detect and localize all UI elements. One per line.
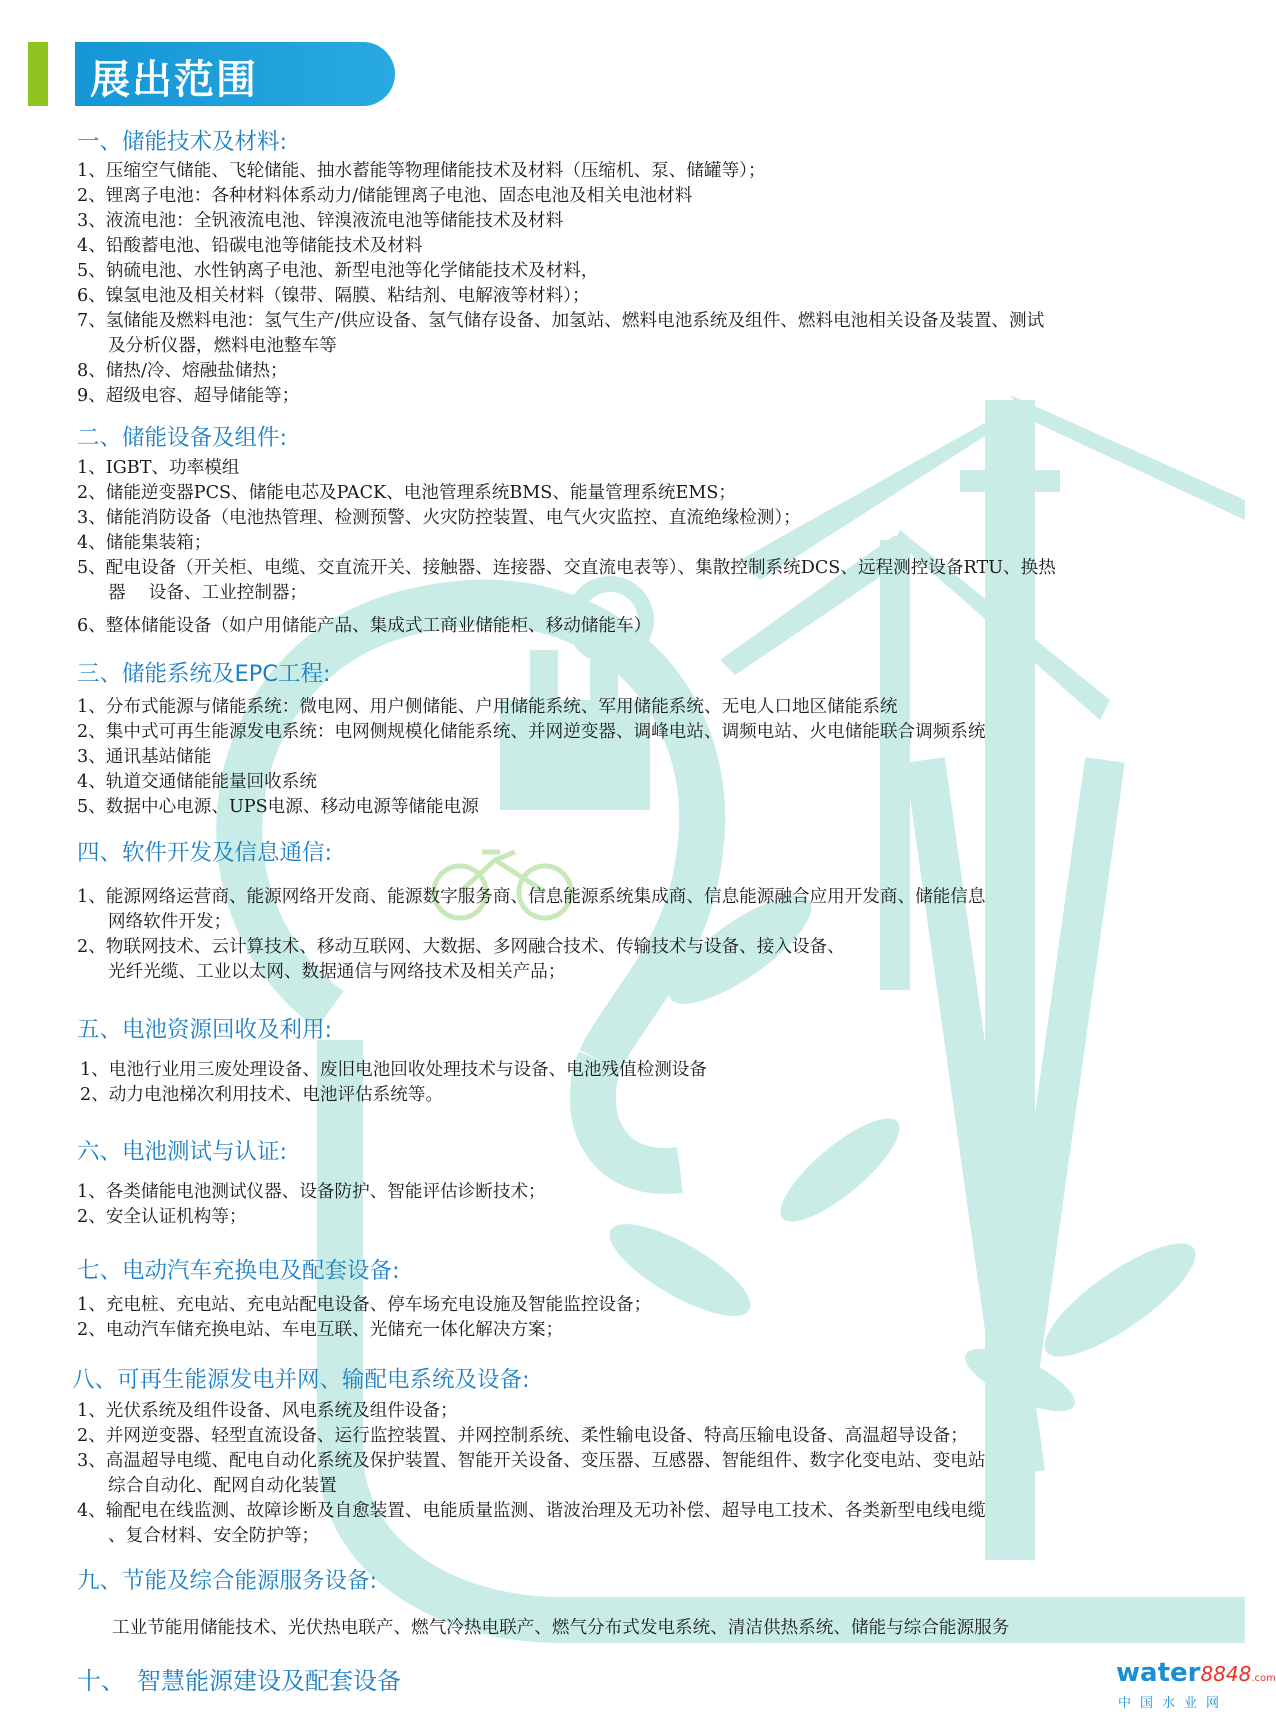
list-item-continuation: 综合自动化、配网自动化装置 xyxy=(108,1476,337,1496)
page-title: 展出范围 xyxy=(90,57,258,103)
list-item: 2、储能逆变器PCS、储能电芯及PACK、电池管理系统BMS、能量管理系统EMS； xyxy=(77,483,737,503)
list-item: 2、电动汽车储充换电站、车电互联、光储充一体化解决方案； xyxy=(77,1320,564,1340)
list-item: 4、储能集装箱； xyxy=(77,533,212,553)
list-item-continuation: 器 设备、工业控制器； xyxy=(108,583,308,603)
list-item: 6、整体储能设备（如户用储能产品、集成式工商业储能柜、移动储能车） xyxy=(77,616,652,636)
list-item: 3、通讯基站储能 xyxy=(77,747,212,767)
section-title: 五、电池资源回收及利用: xyxy=(77,1017,333,1043)
list-item: 4、轨道交通储能能量回收系统 xyxy=(77,772,317,792)
section-title: 六、电池测试与认证: xyxy=(77,1139,288,1165)
section-title: 一、储能技术及材料: xyxy=(77,129,288,155)
list-item: 5、钠硫电池、水性钠离子电池、新型电池等化学储能技术及材料， xyxy=(77,261,599,281)
list-item: 4、铅酸蓄电池、铅碳电池等储能技术及材料 xyxy=(77,236,423,256)
section-title: 八、可再生能源发电并网、输配电系统及设备: xyxy=(72,1367,530,1393)
header-accent-bar xyxy=(28,42,48,106)
section-title: 四、软件开发及信息通信: xyxy=(77,840,333,866)
list-item: 2、安全认证机构等； xyxy=(77,1207,247,1227)
list-item-continuation: 、复合材料、安全防护等； xyxy=(108,1526,320,1546)
list-item: 1、能源网络运营商、能源网络开发商、能源数字服务商、信息能源系统集成商、信息能源融合应用开发商、储能信息 xyxy=(77,887,986,907)
list-item: 2、集中式可再生能源发电系统：电网侧规模化储能系统、并网逆变器、调峰电站、调频电站、火电储能联合调频系统 xyxy=(77,722,986,742)
logo-subtitle: 中国水业网 xyxy=(1118,1696,1229,1711)
list-item: 1、压缩空气储能、飞轮储能、抽水蓄能等物理储能技术及材料（压缩机、泵、储罐等）； xyxy=(77,161,766,181)
list-item: 1、电池行业用三废处理设备、废旧电池回收处理技术与设备、电池残值检测设备 xyxy=(80,1060,707,1080)
logo-suffix: .com xyxy=(1251,1673,1276,1684)
list-item: 2、并网逆变器、轻型直流设备、运行监控装置、并网控制系统、柔性输电设备、特高压输电设备、高温超导设备； xyxy=(77,1426,968,1446)
list-item: 8、储热/冷、熔融盐储热； xyxy=(77,361,288,381)
list-item: 2、物联网技术、云计算技术、移动互联网、大数据、多网融合技术、传输技术与设备、接入设备、 xyxy=(77,937,845,957)
list-item-continuation: 网络软件开发； xyxy=(108,912,232,932)
list-item: 1、光伏系统及组件设备、风电系统及组件设备； xyxy=(77,1401,458,1421)
logo-number: 8848 xyxy=(1200,1662,1252,1686)
list-item: 6、镍氢电池及相关材料（镍带、隔膜、粘结剂、电解液等材料）； xyxy=(77,286,590,306)
list-item: 5、数据中心电源、UPS电源、移动电源等储能电源 xyxy=(77,797,479,817)
section-title: 十、 智慧能源建设及配套设备 xyxy=(77,1667,401,1695)
list-item: 3、高温超导电缆、配电自动化系统及保护装置、智能开关设备、变压器、互感器、智能组件、数字化变电站、变电站 xyxy=(77,1451,986,1471)
list-item: 1、充电桩、充电站、充电站配电设备、停车场充电设施及智能监控设备； xyxy=(77,1295,652,1315)
section-title: 七、电动汽车充换电及配套设备: xyxy=(77,1258,400,1284)
logo-wordmark xyxy=(1116,1658,1276,1688)
section-title: 二、储能设备及组件: xyxy=(77,425,288,451)
list-item: 工业节能用储能技术、光伏热电联产、燃气冷热电联产、燃气分布式发电系统、清洁供热系统、储能与综合能源服务 xyxy=(112,1618,1010,1638)
site-logo xyxy=(1108,1658,1276,1714)
logo-brand: water xyxy=(1116,1658,1201,1688)
list-item: 1、分布式能源与储能系统：微电网、用户侧储能、户用储能系统、军用储能系统、无电人口地区储能系统 xyxy=(77,697,898,717)
list-item-continuation: 及分析仪器，燃料电池整车等 xyxy=(108,336,337,356)
list-item: 3、液流电池：全钒液流电池、锌溴液流电池等储能技术及材料 xyxy=(77,211,564,231)
list-item: 4、输配电在线监测、故障诊断及自愈装置、电能质量监测、谐波治理及无功补偿、超导电工技术、各类新型电线电缆 xyxy=(77,1501,986,1521)
list-item: 1、各类储能电池测试仪器、设备防护、智能评估诊断技术； xyxy=(77,1182,546,1202)
section-title: 三、储能系统及EPC工程: xyxy=(77,661,331,687)
section-title: 九、节能及综合能源服务设备: xyxy=(77,1568,378,1594)
list-item: 5、配电设备（开关柜、电缆、交直流开关、接触器、连接器、交直流电表等）、集散控制系统DCS、远程测控设备RTU、换热 xyxy=(77,558,1056,578)
list-item: 3、储能消防设备（电池热管理、检测预警、火灾防控装置、电气火灾监控、直流绝缘检测）； xyxy=(77,508,801,528)
list-item: 2、动力电池梯次利用技术、电池评估系统等。 xyxy=(80,1085,444,1105)
list-item-continuation: 光纤光缆、工业以太网、数据通信与网络技术及相关产品； xyxy=(108,962,566,982)
list-item: 9、超级电容、超导储能等； xyxy=(77,386,300,406)
list-item: 2、锂离子电池：各种材料体系动力/储能锂离子电池、固态电池及相关电池材料 xyxy=(77,186,693,206)
list-item: 1、IGBT、功率模组 xyxy=(77,458,240,478)
list-item: 7、氢储能及燃料电池：氢气生产/供应设备、氢气储存设备、加氢站、燃料电池系统及组件、燃料电池相关设备及装置、测试 xyxy=(77,311,1045,331)
